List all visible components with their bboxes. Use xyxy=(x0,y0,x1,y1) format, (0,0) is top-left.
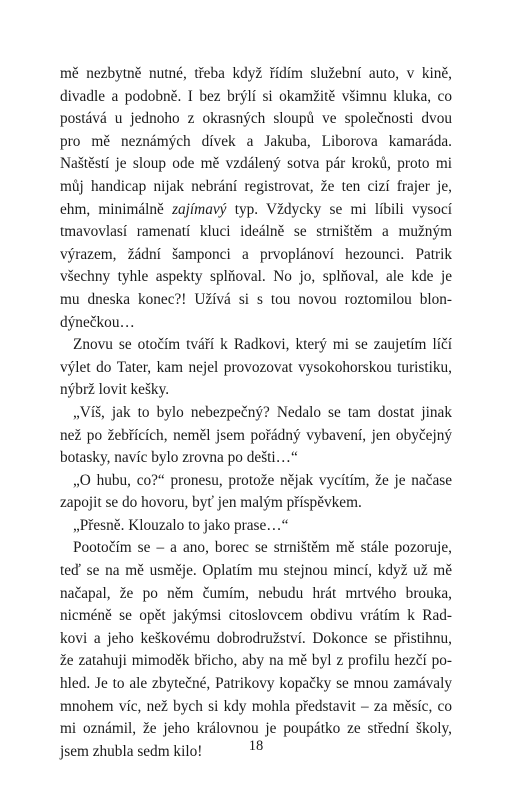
text-line: divadle a podobně. I bez brýlí si okamžitě všimnu kluka, co xyxy=(60,87,452,105)
text-line: hled. Je to ale zbytečné, Patrikovy kopačky se mnou zamávaly xyxy=(60,675,452,693)
text-line: mu dneska konec?! Užívá si s tou novou roztomilou blon- xyxy=(60,290,452,308)
text-line: než po žebřících, neměl jsem pořádný vybavení, jen obyčejný xyxy=(60,426,452,444)
text-line: dýnečkou… xyxy=(60,313,135,331)
text-line: můj handicap nijak nebrání registrovat, že ten cizí frajer je, xyxy=(60,177,452,195)
text-line: výrazem, žádní šamponci a prvoplánoví hezounci. Patrik xyxy=(60,245,452,263)
text-line: tmavovlasí ramenatí kluci ideálně se strništěm a mužným xyxy=(60,223,452,241)
body-text xyxy=(60,63,452,763)
text-line: nýbrž lovit kešky. xyxy=(60,381,170,399)
text-line: nicméně se opět jakýmsi citoslovcem obdivu vrátím k Rad- xyxy=(60,607,452,625)
text-line: načapal, že po něm čumím, nebudu hrát mrtvého brouka, xyxy=(60,584,452,602)
text-line: ehm, minimálně zajímavý typ. Vždycky se mi líbili vysocí xyxy=(60,200,452,218)
text-line: všechny tyhle aspekty splňoval. No jo, splňoval, ale kde je xyxy=(60,268,452,286)
text-line: botasky, navíc bylo zrovna po dešti…“ xyxy=(60,449,298,467)
text-line: mi oznámil, že jeho královnou je poupátko ze střední školy, xyxy=(60,720,452,738)
text-line: postává u jednoho z okrasných sloupů ve společnosti dvou xyxy=(60,110,452,128)
text-line: kovi a jeho keškovému dobrodružství. Dokonce se přistihnu, xyxy=(60,629,452,647)
text-line: Znovu se otočím tváří k Radkovi, který mi se zaujetím líčí xyxy=(73,336,452,354)
text-line: „Přesně. Klouzalo to jako prase…“ xyxy=(73,516,289,534)
text-line: „Víš, jak to bylo nebezpečný? Nedalo se tam dostat jinak xyxy=(73,403,452,421)
text-line: zapojit se do hovoru, byť jen malým příspěvkem. xyxy=(60,494,362,512)
text-line: Pootočím se – a ano, borec se strništěm mě stále pozoruje, xyxy=(73,539,452,557)
text-line: teď se na mě usměje. Oplatím mu stejnou mincí, když už mě xyxy=(60,562,452,580)
page-number: 18 xyxy=(248,738,264,754)
text-line: výlet do Tater, kam nejel provozovat vysokohorskou turistiku, xyxy=(60,358,452,376)
text-line: jsem zhubla sedm kilo! xyxy=(60,742,203,760)
text-line: mnohem víc, než bych si kdy mohla představit – za měsíc, co xyxy=(60,697,452,715)
italic-emphasis: zajímavý xyxy=(172,200,227,218)
text-line: pro mě neznámých dívek a Jakuba, Liborova kamaráda. xyxy=(60,132,452,150)
text-line: že zatahuji mimoděk břicho, aby na mě byl z profilu hezčí po- xyxy=(60,652,452,670)
text-line: mě nezbytně nutné, třeba když řídím služební auto, v kině, xyxy=(60,65,452,82)
text-line: „O hubu, co?“ pronesu, protože nějak vycítím, že je načase xyxy=(73,471,452,489)
text-line: Naštěstí je sloup ode mě vzdálený sotva pár kroků, proto mi xyxy=(60,155,452,173)
